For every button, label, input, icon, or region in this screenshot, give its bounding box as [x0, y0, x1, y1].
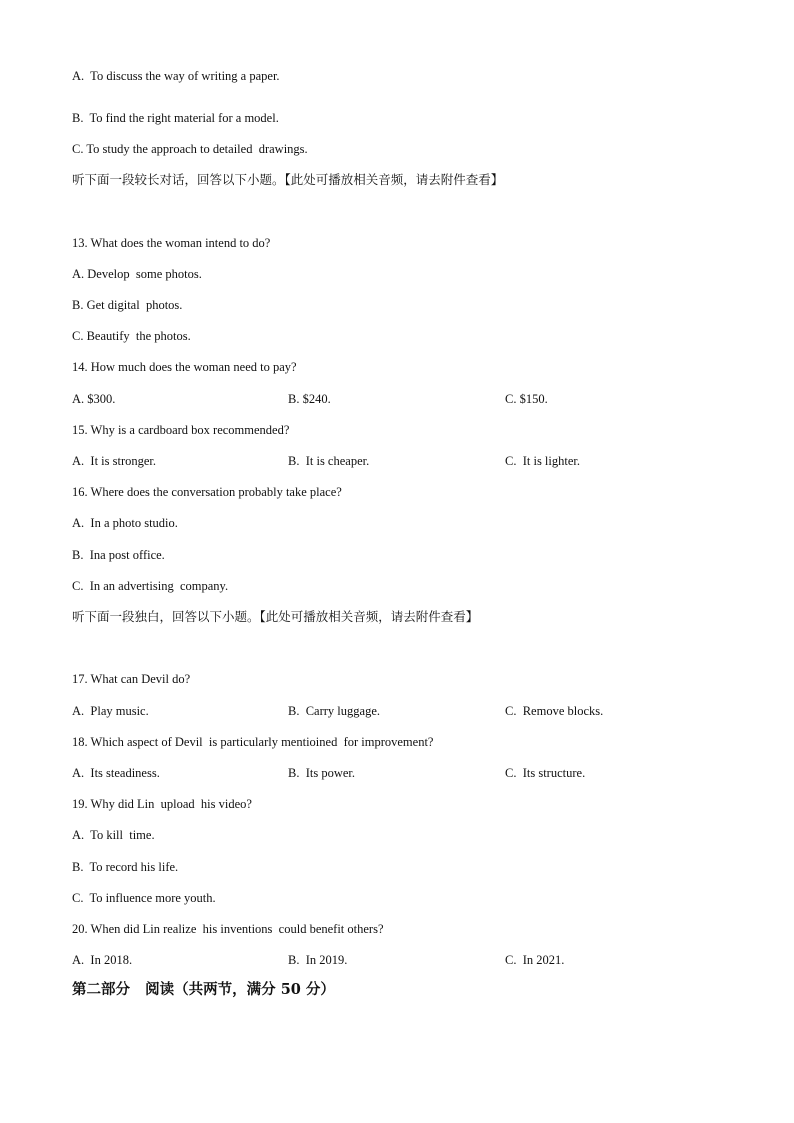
- instruction-monologue: 听下面一段独白，回答以下小题。【此处可播放相关音频，请去附件查看】: [72, 609, 479, 624]
- q19-option-a: A. To kill time.: [72, 828, 155, 842]
- q12-option-b: B. To find the right material for a model.: [72, 111, 279, 125]
- q15-option-c: C. It is lighter.: [505, 454, 580, 468]
- q18-stem: 18. Which aspect of Devil is particularly mentioined for improvement?: [72, 735, 434, 749]
- q20-options: [72, 952, 752, 968]
- q14-option-b: B. $240.: [288, 392, 331, 406]
- q14-stem: 14. How much does the woman need to pay?: [72, 360, 297, 374]
- q13-stem: 13. What does the woman intend to do?: [72, 236, 271, 250]
- q16-option-c: C. In an advertising company.: [72, 579, 229, 593]
- q18-option-c: C. Its structure.: [505, 766, 586, 780]
- q17-options: [72, 703, 752, 719]
- q18-option-a: A. Its steadiness.: [72, 766, 160, 780]
- q18-option-b: B. Its power.: [288, 766, 356, 780]
- q20-option-c: C. In 2021.: [505, 953, 565, 967]
- instruction-dialogue: 听下面一段较长对话，回答以下小题。【此处可播放相关音频，请去附件查看】: [72, 172, 504, 187]
- section-heading: 第二部分 阅读（共两节，满分 50 分）: [72, 981, 335, 998]
- q17-option-c: C. Remove blocks.: [505, 704, 604, 718]
- q15-options: [72, 453, 752, 469]
- q16-stem: 16. Where does the conversation probably take place?: [72, 485, 342, 499]
- q20-stem: 20. When did Lin realize his inventions could benefit others?: [72, 922, 384, 936]
- q15-option-a: A. It is stronger.: [72, 454, 157, 468]
- q16-option-a: A. In a photo studio.: [72, 516, 178, 530]
- q17-option-b: B. Carry luggage.: [288, 704, 380, 718]
- q19-option-b: B. To record his life.: [72, 860, 179, 874]
- q20-option-b: B. In 2019.: [288, 953, 348, 967]
- q14-options: [72, 391, 752, 407]
- q15-stem: 15. Why is a cardboard box recommended?: [72, 423, 290, 437]
- q17-stem: 17. What can Devil do?: [72, 672, 191, 686]
- q17-option-a: A. Play music.: [72, 704, 149, 718]
- q19-option-c: C. To influence more youth.: [72, 891, 216, 905]
- q12-option-a: A. To discuss the way of writing a paper.: [72, 69, 280, 83]
- q18-options: [72, 765, 752, 781]
- q14-option-c: C. $150.: [505, 392, 548, 406]
- q13-option-a: A. Develop some photos.: [72, 267, 202, 281]
- q20-option-a: A. In 2018.: [72, 953, 133, 967]
- q12-option-c: C. To study the approach to detailed drawings.: [72, 142, 308, 156]
- q13-option-c: C. Beautify the photos.: [72, 329, 191, 343]
- q14-option-a: A. $300.: [72, 392, 116, 406]
- q19-stem: 19. Why did Lin upload his video?: [72, 797, 252, 811]
- q16-option-b: B. Ina post office.: [72, 548, 165, 562]
- q15-option-b: B. It is cheaper.: [288, 454, 370, 468]
- q13-option-b: B. Get digital photos.: [72, 298, 183, 312]
